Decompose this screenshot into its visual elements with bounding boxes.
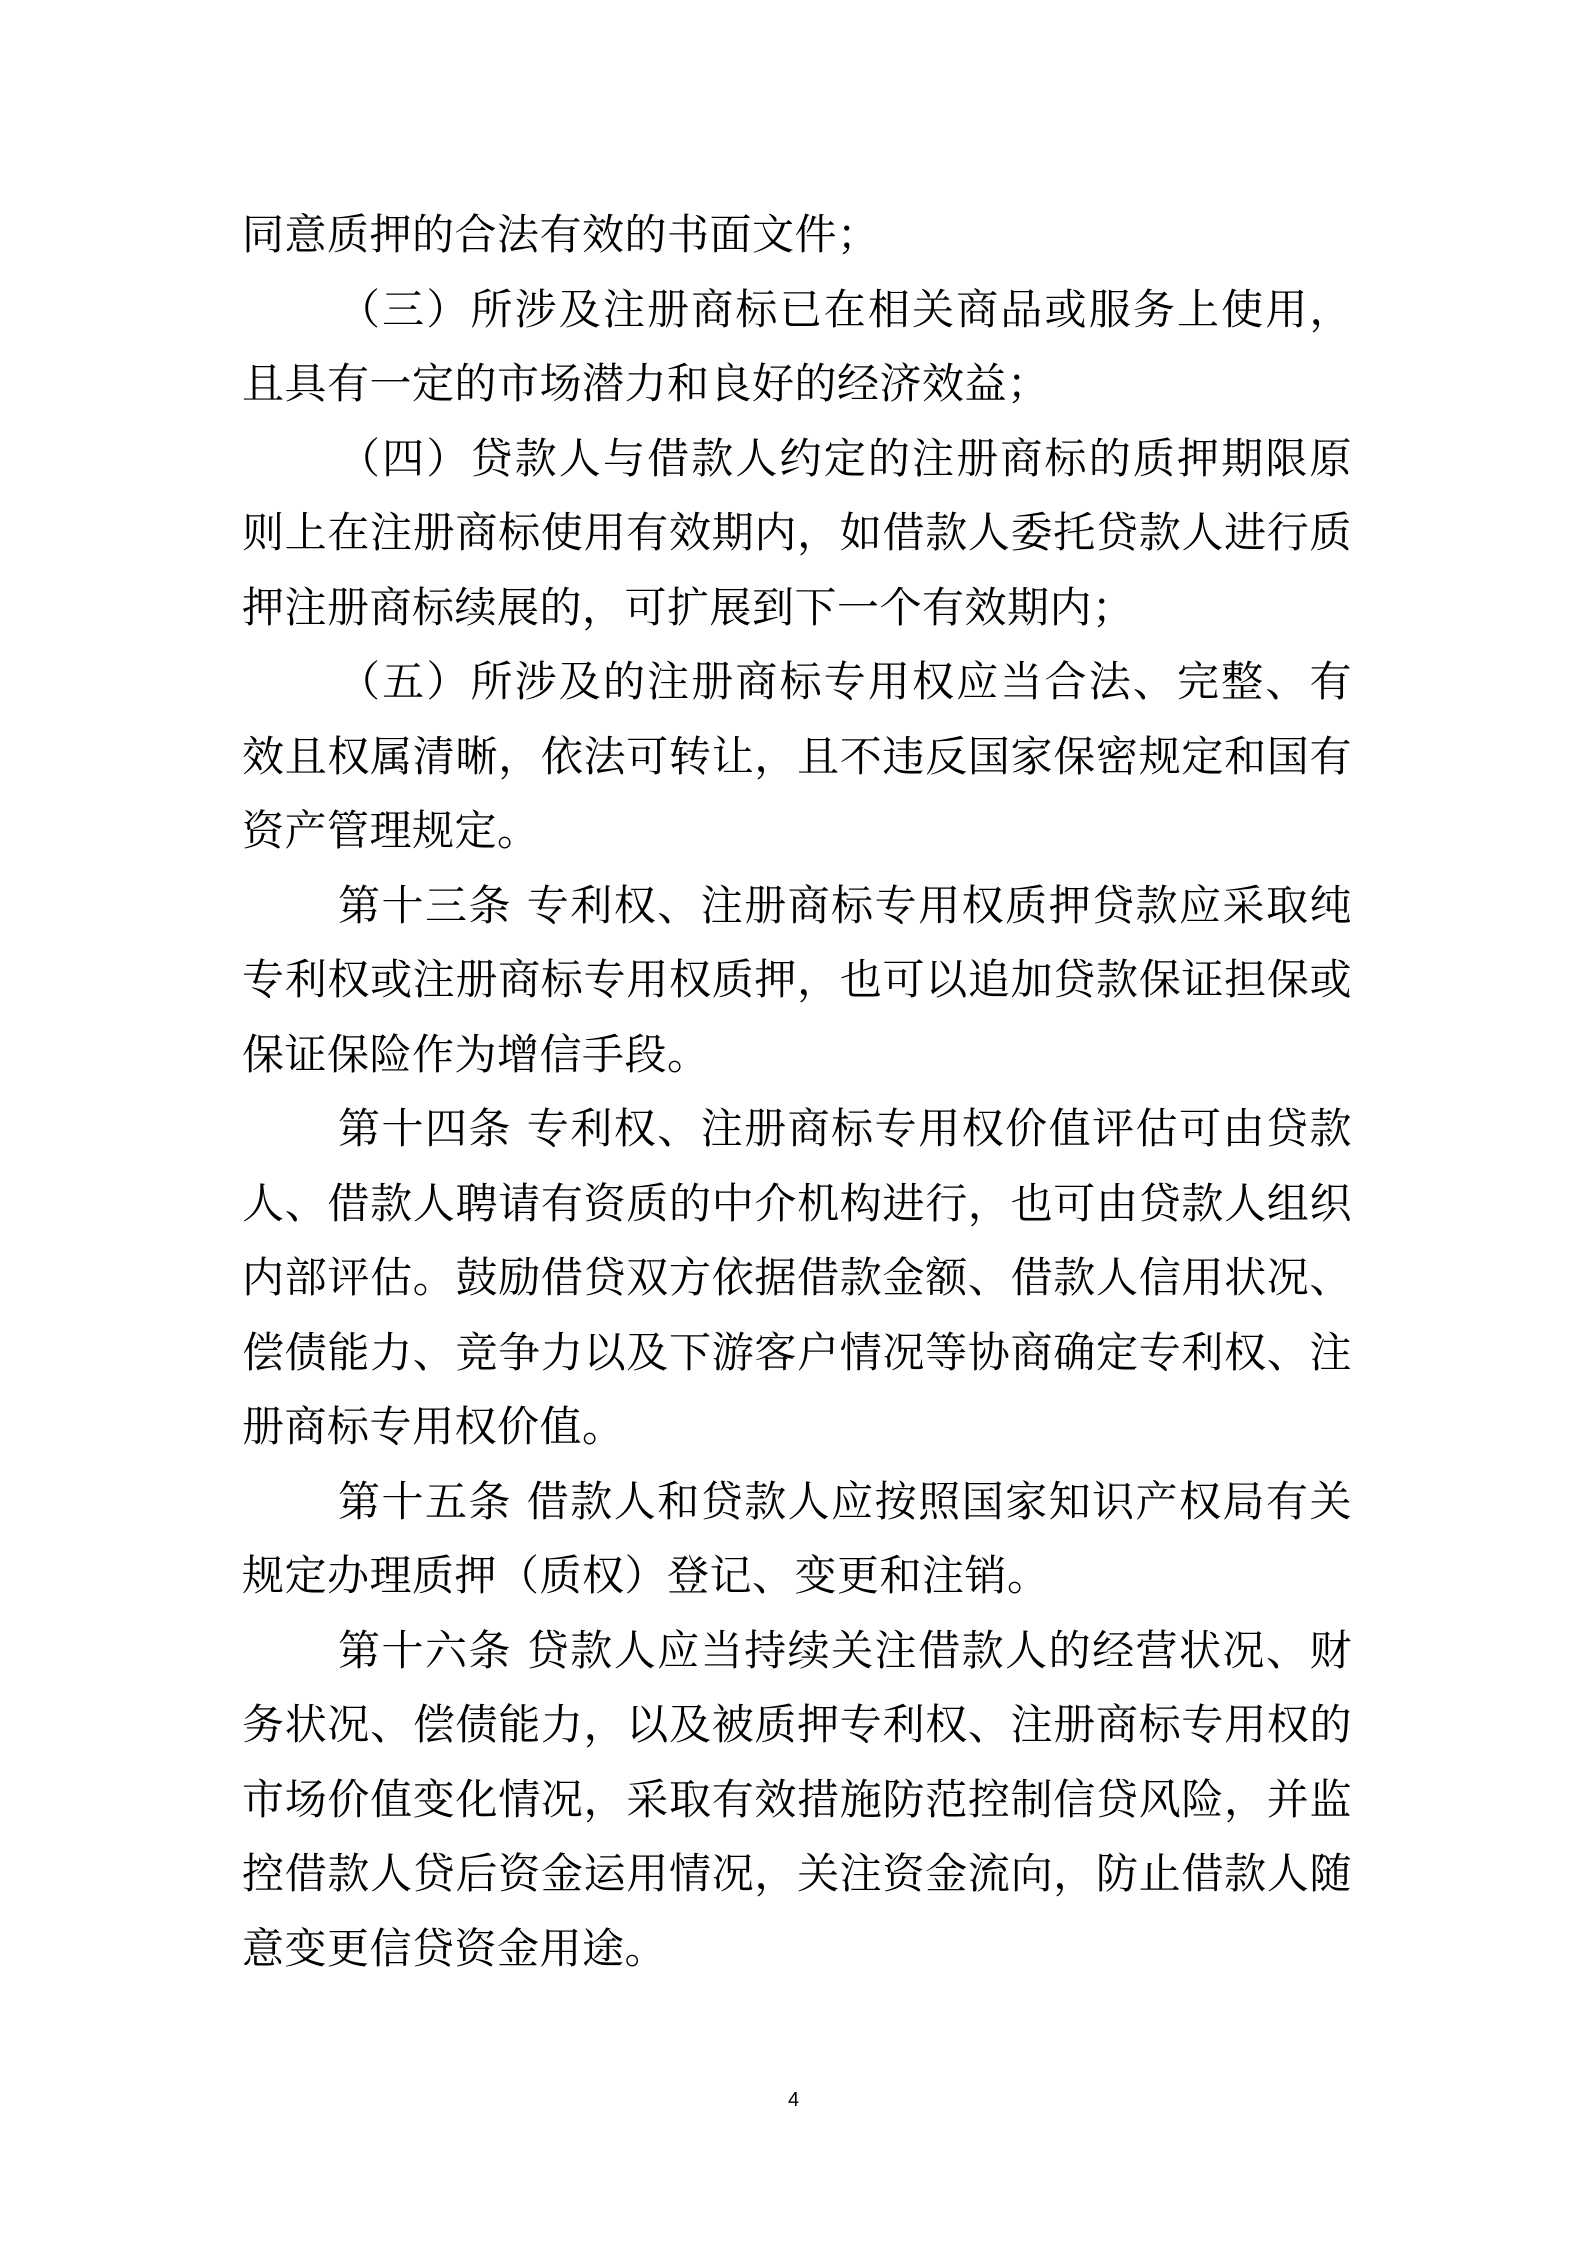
paragraph-item-3: （三）所涉及注册商标已在相关商品或服务上使用，且具有一定的市场潜力和良好的经济效益； [242, 284, 1352, 408]
paragraph-continuation: 同意质押的合法有效的书面文件； [242, 210, 880, 259]
paragraph-item-5: （五）所涉及的注册商标专用权应当合法、完整、有效且权属清晰，依法可转让，且不违反国家保密规定和国有资产管理规定。 [242, 657, 1352, 855]
page-number: 4 [787, 2089, 800, 2111]
paragraph-article-16: 第十六条 贷款人应当持续关注借款人的经营状况、财务状况、偿债能力，以及被质押专利权、注册商标专用权的市场价值变化情况，采取有效措施防范控制信贷风险，并监控借款人贷后资金运用情况，关注资金流向，防止借款人随意变更信贷资金用途。 [242, 1625, 1352, 1973]
paragraph-article-14: 第十四条 专利权、注册商标专用权价值评估可由贷款人、借款人聘请有资质的中介机构进行，也可由贷款人组织内部评估。鼓励借贷双方依据借款金额、借款人信用状况、偿债能力、竞争力以及下游客户情况等协商确定专利权、注册商标专用权价值。 [242, 1104, 1352, 1451]
paragraph-item-4: （四）贷款人与借款人约定的注册商标的质押期限原则上在注册商标使用有效期内，如借款人委托贷款人进行质押注册商标续展的，可扩展到下一个有效期内； [242, 433, 1352, 632]
document-body [242, 198, 1352, 1986]
paragraph-article-15: 第十五条 借款人和贷款人应按照国家知识产权局有关规定办理质押（质权）登记、变更和注销。 [242, 1476, 1352, 1600]
paragraph-article-13: 第十三条 专利权、注册商标专用权质押贷款应采取纯专利权或注册商标专用权质押，也可以追加贷款保证担保或保证保险作为增信手段。 [242, 880, 1352, 1079]
